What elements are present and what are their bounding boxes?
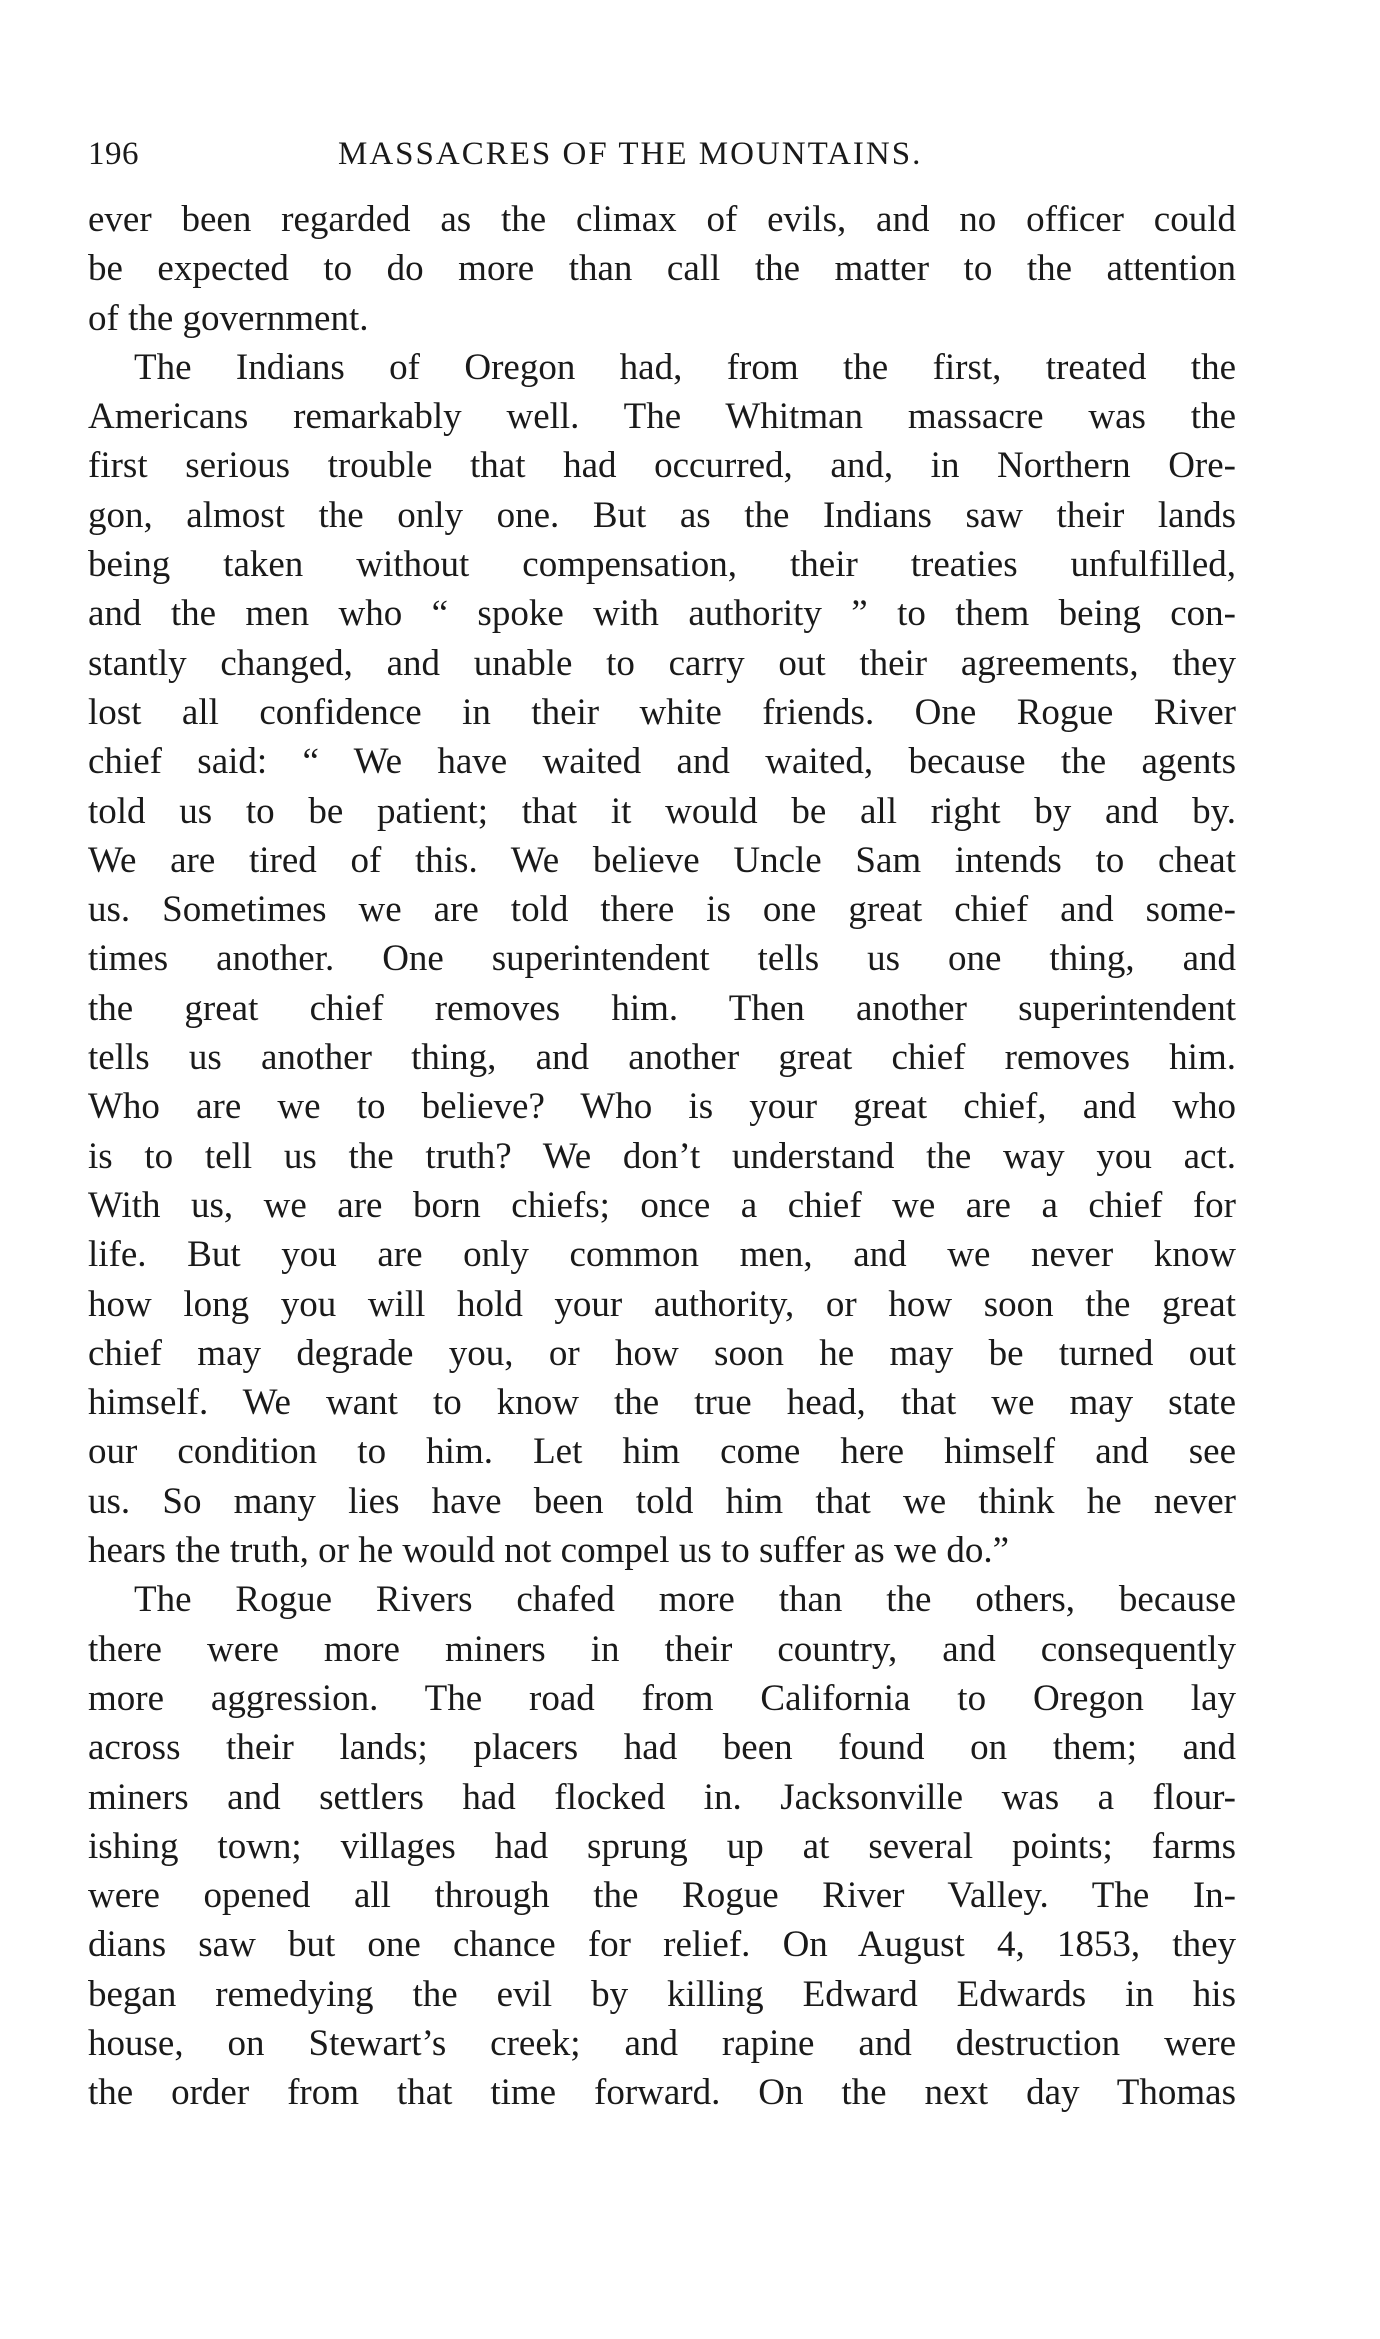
text-line: were opened all through the Rogue River Valley. The In- (88, 1875, 1236, 1917)
text-line: With us, we are born chiefs; once a chief we are a chief for (88, 1184, 1236, 1226)
running-head (88, 130, 1228, 178)
text-line: miners and settlers had flocked in. Jacksonville was a flour- (88, 1776, 1236, 1818)
text-line: of the government. (88, 297, 369, 339)
text-line: us. Sometimes we are told there is one great chief and some- (88, 889, 1236, 931)
text-line: our condition to him. Let him come here himself and see (88, 1431, 1236, 1473)
text-line: himself. We want to know the true head, that we may state (88, 1382, 1236, 1424)
text-line: chief said: “ We have waited and waited, because the agents (88, 741, 1236, 783)
text-line: us. So many lies have been told him that we think he never (88, 1480, 1236, 1522)
text-line: We are tired of this. We believe Uncle Sam intends to cheat (88, 839, 1236, 881)
body-text (88, 195, 1236, 2118)
text-line: Americans remarkably well. The Whitman massacre was the (88, 396, 1236, 438)
text-line: be expected to do more than call the matter to the attention (88, 248, 1236, 290)
text-line: ever been regarded as the climax of evils, and no officer could (88, 199, 1236, 240)
text-line: dians saw but one chance for relief. On August 4, 1853, they (88, 1924, 1236, 1966)
text-line: the great chief removes him. Then another superintendent (88, 987, 1236, 1029)
text-line: hears the truth, or he would not compel us to suffer as we do.” (88, 1530, 1010, 1572)
text-line: chief may degrade you, or how soon he may be turned out (88, 1332, 1236, 1374)
text-line: how long you will hold your authority, or how soon the great (88, 1283, 1236, 1325)
text-line: there were more miners in their country, and consequently (88, 1628, 1236, 1670)
text-line: the order from that time forward. On the next day Thomas (88, 2072, 1236, 2114)
text-line: began remedying the evil by killing Edward Edwards in his (88, 1973, 1236, 2015)
text-line: first serious trouble that had occurred, and, in Northern Ore- (88, 445, 1236, 487)
page-number: 196 (88, 136, 139, 172)
paragraph-first-line: The Rogue Rivers chafed more than the others, because (134, 1579, 1236, 1621)
text-line: lost all confidence in their white friends. One Rogue River (88, 691, 1236, 733)
text-line: and the men who “ spoke with authority ” to them being con- (88, 593, 1236, 635)
text-line: told us to be patient; that it would be all right by and by. (88, 790, 1236, 832)
text-line: ishing town; villages had sprung up at several points; farms (88, 1825, 1236, 1867)
text-line: tells us another thing, and another great chief removes him. (88, 1037, 1236, 1079)
running-title: MASSACRES OF THE MOUNTAINS. (338, 136, 923, 172)
text-line: is to tell us the truth? We don’t understand the way you act. (88, 1135, 1236, 1177)
text-line: being taken without compensation, their treaties unfulfilled, (88, 544, 1236, 586)
text-line: times another. One superintendent tells us one thing, and (88, 938, 1236, 980)
paragraph-first-line: The Indians of Oregon had, from the first, treated the (134, 346, 1236, 388)
text-line: gon, almost the only one. But as the Indians saw their lands (88, 494, 1236, 536)
text-line: house, on Stewart’s creek; and rapine and destruction were (88, 2022, 1236, 2064)
text-line: across their lands; placers had been found on them; and (88, 1727, 1236, 1769)
text-line: life. But you are only common men, and we never know (88, 1234, 1236, 1276)
text-line: stantly changed, and unable to carry out their agreements, they (88, 642, 1236, 684)
text-line: more aggression. The road from California to Oregon lay (88, 1677, 1236, 1719)
text-line: Who are we to believe? Who is your great chief, and who (88, 1086, 1236, 1128)
